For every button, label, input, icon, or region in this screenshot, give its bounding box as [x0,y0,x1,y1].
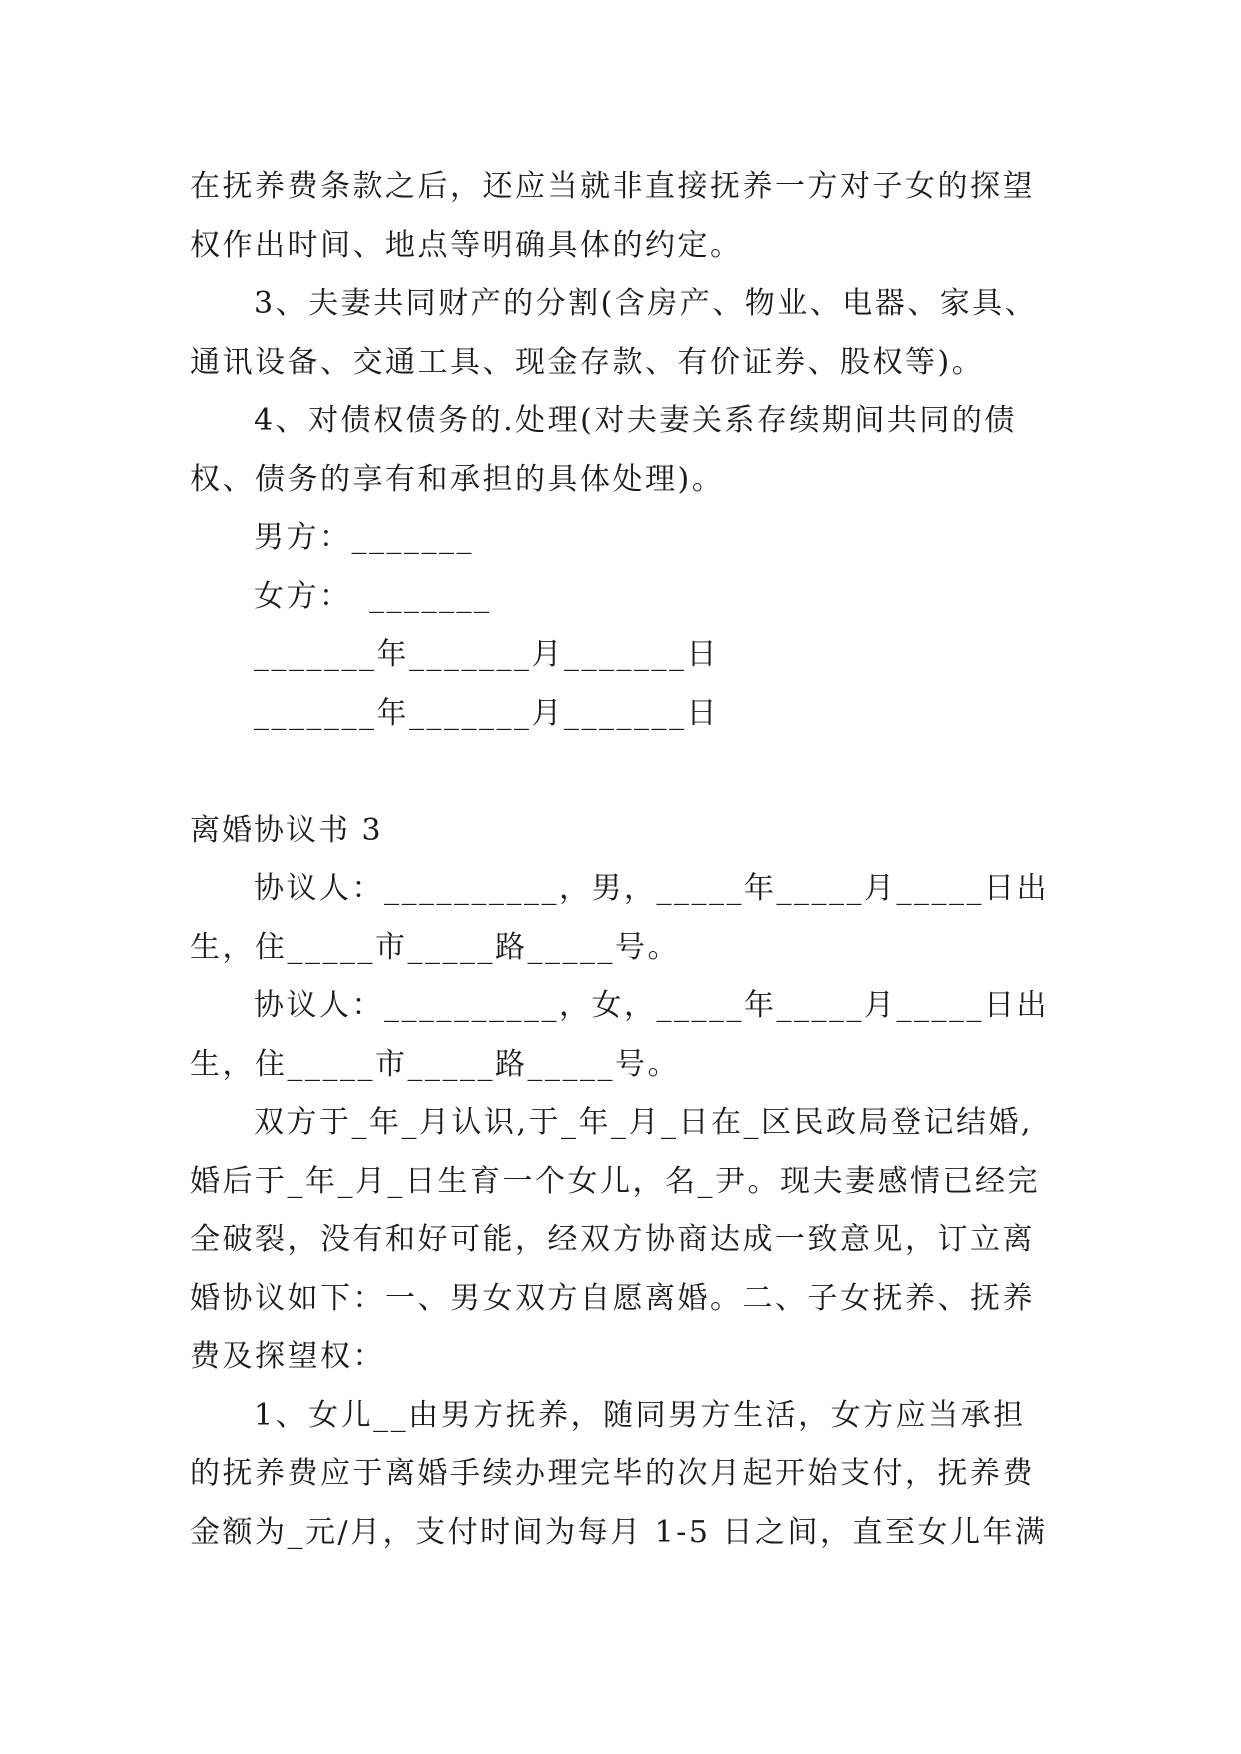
signature-male-line: 男方：_______ [254,520,474,555]
paragraph-line: 权作出时间、地点等明确具体的约定。 [190,227,743,263]
paragraph-line: 婚协议如下：一、男女双方自愿离婚。二、子女抚养、抚养 [190,1280,1035,1316]
paragraph-line: 生，住_____市_____路_____号。 [190,1046,680,1082]
paragraph-line: 通讯设备、交通工具、现金存款、有价证券、股权等)。 [190,344,985,380]
paragraph-line: 婚后于_年_月_日生育一个女儿，名_尹。现夫妻感情已经完 [190,1163,1040,1199]
paragraph-line: 3、夫妻共同财产的分割(含房产、物业、电器、家具、 [254,286,1038,321]
signature-female-line: 女方： _______ [254,578,492,614]
paragraph-line: 双方于_年_月认识,于_年_月_日在_区民政局登记结婚, [254,1105,1034,1140]
paragraph-line: 费及探望权： [190,1339,385,1374]
paragraph-line: 1、女儿__由男方抚养，随同男方生活，女方应当承担 [254,1397,1026,1433]
paragraph-line: 生，住_____市_____路_____号。 [190,929,680,965]
document-body [190,158,1060,1562]
section-gap [190,743,1060,802]
paragraph-line: 在抚养费条款之后，还应当就非直接抚养一方对子女的探望 [190,169,1035,204]
paragraph-line: 权、债务的享有和承担的具体处理)。 [190,461,725,497]
date-line: _______年_______月_______日 [254,637,719,672]
section-title: 离婚协议书 3 [190,812,383,848]
date-line: _______年_______月_______日 [254,695,719,731]
paragraph-line: 的抚养费应于离婚手续办理完毕的次月起开始支付，抚养费 [190,1456,1035,1491]
paragraph-line: 协议人：__________，男，_____年_____月_____日出 [254,871,1049,906]
paragraph-line: 全破裂，没有和好可能，经双方协商达成一致意见，订立离 [190,1222,1035,1257]
paragraph-line: 协议人：__________，女，_____年_____月_____日出 [254,988,1049,1023]
paragraph-line: 4、对债权债务的.处理(对夫妻关系存续期间共同的债 [254,403,1017,438]
paragraph-line: 金额为_元/月，支付时间为每月 1-5 日之间，直至女儿年满 [190,1514,1048,1550]
